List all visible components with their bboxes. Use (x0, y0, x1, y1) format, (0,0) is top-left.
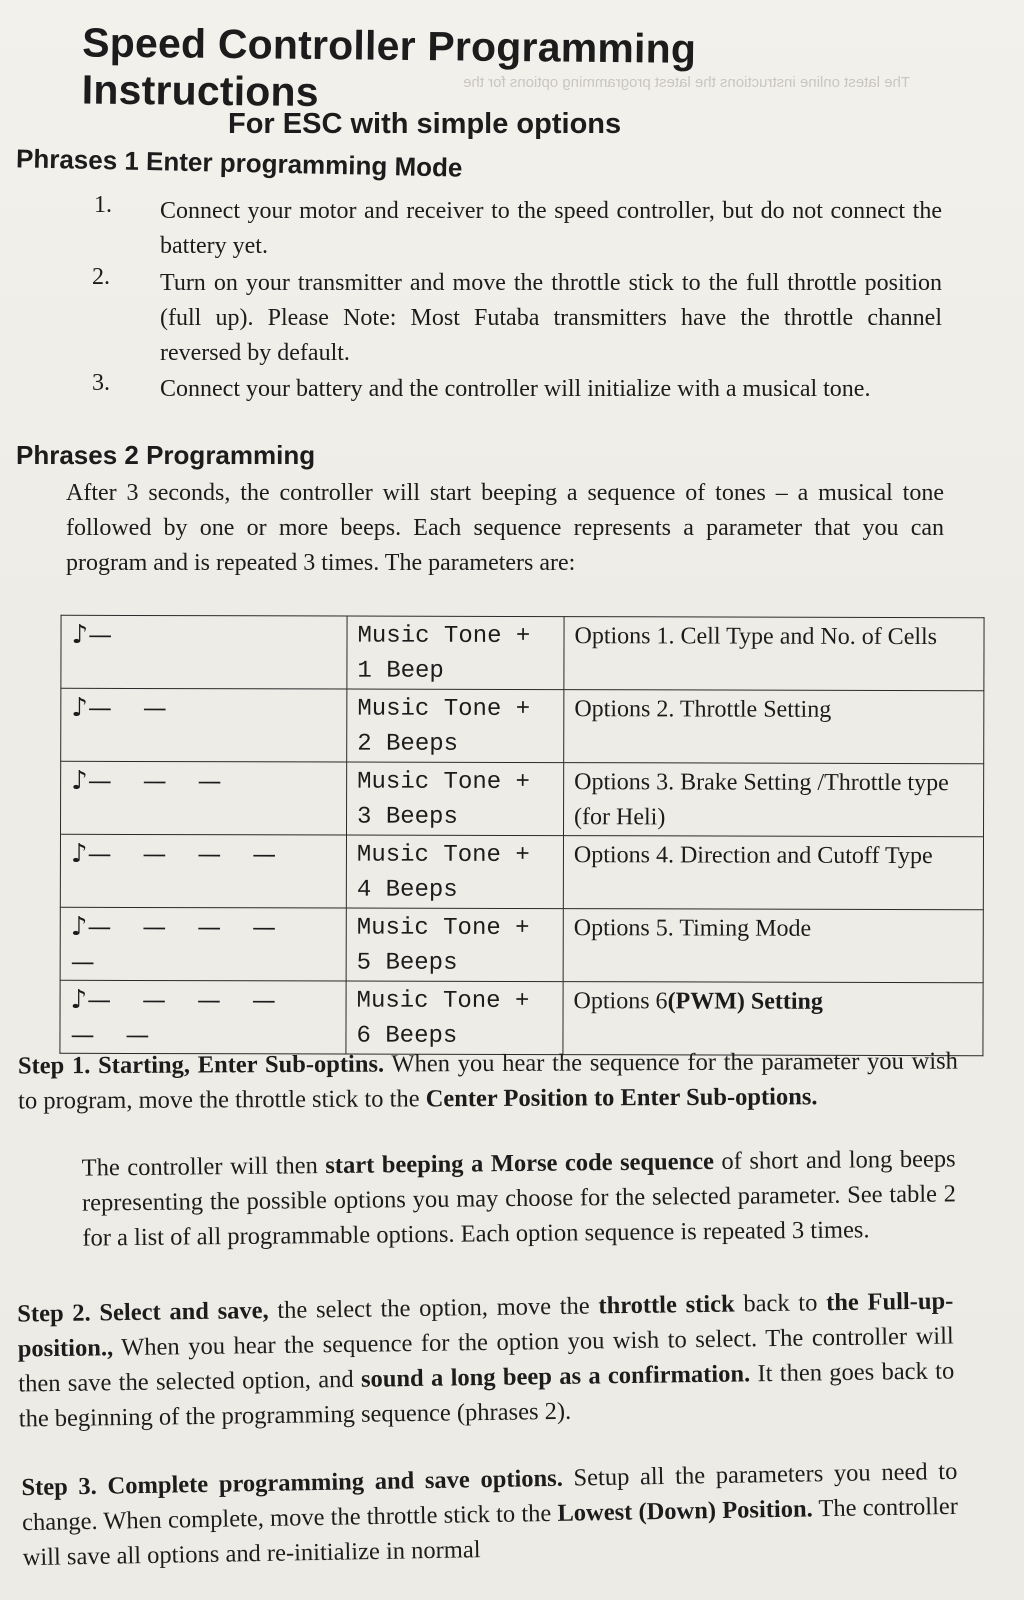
table-row (61, 615, 984, 690)
step1-bold-text: Center Position to Enter Sub-options. (425, 1083, 818, 1113)
step2-title: Select and save, (99, 1297, 269, 1327)
bleed-through-text: The latest online instructions the latest programming options for the (463, 74, 910, 91)
phrase1-heading: Phrases 1 Enter programming Mode (15, 143, 463, 183)
tone-symbol-cell (60, 980, 346, 1054)
music-note-icon: ♪ (71, 619, 89, 650)
phrase2-intro: After 3 seconds, the controller will start beeping a sequence of tones – a musical tone followed by one or more beeps. Each sequence represents a parameter that you can program and is repeated 3 times. The parameters are: (66, 480, 944, 576)
option-cell: Options 1. Cell Type and No. of Cells (564, 617, 984, 691)
step3-title: Complete programming and save options. (107, 1464, 564, 1500)
step1-text: When you hear the sequence for the parameter you wish to program, move the throttle stick to the (18, 1047, 958, 1115)
tone-symbol-cell (61, 688, 347, 762)
phrase1-item-number: 3. (92, 370, 110, 396)
option-cell: Options 5. Timing Mode (563, 909, 983, 983)
step2-text: When you hear the sequence for the option you wish to select. The controller will then save the selected option, and (18, 1322, 954, 1398)
tone-symbol-cell (60, 834, 346, 908)
step2-bold-text: throttle stick (598, 1290, 735, 1320)
beep-dashes: — — — (87, 766, 224, 796)
beep-dashes: — — — — (87, 912, 279, 942)
tone-symbol-cell (61, 761, 347, 835)
step2-bold-text: sound a long beep as a confirmation. (360, 1360, 751, 1393)
page-title: Speed Controller Programming Instructions (81, 19, 697, 115)
phrase1-item-text: Turn on your transmitter and move the throttle stick to the full throttle position (full up). Please Note: Most Futaba transmitters have the throttle channel reversed by default. (160, 270, 942, 366)
phrase1-item-number: 1. (94, 192, 112, 218)
beep-dashes-continued: — — (70, 1020, 152, 1050)
option-text-bold: (PWM) Setting (667, 988, 823, 1015)
step3-bold-text: Lowest (Down) Position. (557, 1495, 813, 1527)
step3-block (21, 1454, 959, 1575)
phrase1-item-text: Connect your battery and the controller will initialize with a musical tone. (160, 376, 871, 402)
phrase1-item-number: 2. (92, 264, 110, 290)
step2-text: back to (743, 1289, 818, 1318)
step2-bold-text: the Full-up-position., (17, 1287, 954, 1363)
step1-title: Starting, Enter Sub-optins. (98, 1050, 385, 1080)
table-row (60, 907, 983, 982)
step1-label: Step 1. (17, 1052, 91, 1080)
beep-dashes: — — — — (87, 985, 278, 1015)
parameters-table (59, 615, 984, 1056)
step3-label: Step 3. (21, 1472, 98, 1502)
table-row (60, 834, 983, 909)
step2-text: the select the option, move the (277, 1292, 590, 1324)
option-cell: Options 4. Direction and Cutoff Type (563, 836, 983, 910)
step3-text: Setup all the parameters you need to change. When complete, move the throttle stick to the (21, 1457, 958, 1537)
step1-paragraph (81, 1141, 956, 1255)
tone-cell: Music Tone + 1 Beep (347, 616, 564, 690)
option-cell: Options 2. Throttle Setting (564, 690, 984, 764)
music-note-icon: ♪ (70, 984, 88, 1015)
music-note-icon: ♪ (71, 765, 88, 796)
music-note-icon: ♪ (70, 911, 88, 942)
step2-label: Step 2. (17, 1299, 91, 1328)
tone-cell: Music Tone + 5 Beeps (346, 908, 563, 982)
tone-cell: Music Tone + 6 Beeps (346, 981, 563, 1055)
tone-cell: Music Tone + 2 Beeps (347, 689, 564, 763)
tone-symbol-cell (60, 907, 346, 981)
tone-cell: Music Tone + 4 Beeps (346, 835, 563, 909)
step1-p2-bold: start beeping a Morse code sequence (325, 1147, 715, 1180)
tone-cell: Music Tone + 3 Beeps (347, 762, 564, 836)
step3-text: The controller will save all options and re-initialize in normal (22, 1492, 959, 1572)
option-text: Options 6 (573, 988, 668, 1015)
table-row (61, 761, 984, 836)
phrase2-heading: Phrases 2 Programming (16, 440, 316, 470)
page-subtitle: For ESC with simple options (228, 108, 622, 140)
tone-symbol-cell (61, 615, 347, 689)
beep-dashes: — — (87, 693, 169, 723)
table-row (61, 688, 984, 763)
option-cell: Options 3. Brake Setting /Throttle type (for Heli) (563, 763, 983, 837)
music-note-icon: ♪ (71, 692, 88, 723)
step2-text: It then goes back to the beginning of the programming sequence (phrases 2). (18, 1357, 955, 1433)
phrase1-item-text: Connect your motor and receiver to the speed controller, but do not connect the battery yet. (160, 198, 942, 259)
step2-block (17, 1283, 955, 1436)
step1-block (18, 1044, 958, 1119)
step1-p2-text-end: of short and long beeps representing the possible options you may choose for the selected parameter. See table 2 for a list of all programmable options. Each option sequence is repeated 3 times. (81, 1145, 957, 1252)
music-note-icon: ♪ (70, 838, 88, 869)
beep-dashes-continued: — (70, 947, 97, 976)
beep-dashes: — — — — (87, 839, 279, 869)
step1-p2-text: The controller will then (81, 1152, 318, 1182)
beep-dashes: — (88, 620, 115, 649)
